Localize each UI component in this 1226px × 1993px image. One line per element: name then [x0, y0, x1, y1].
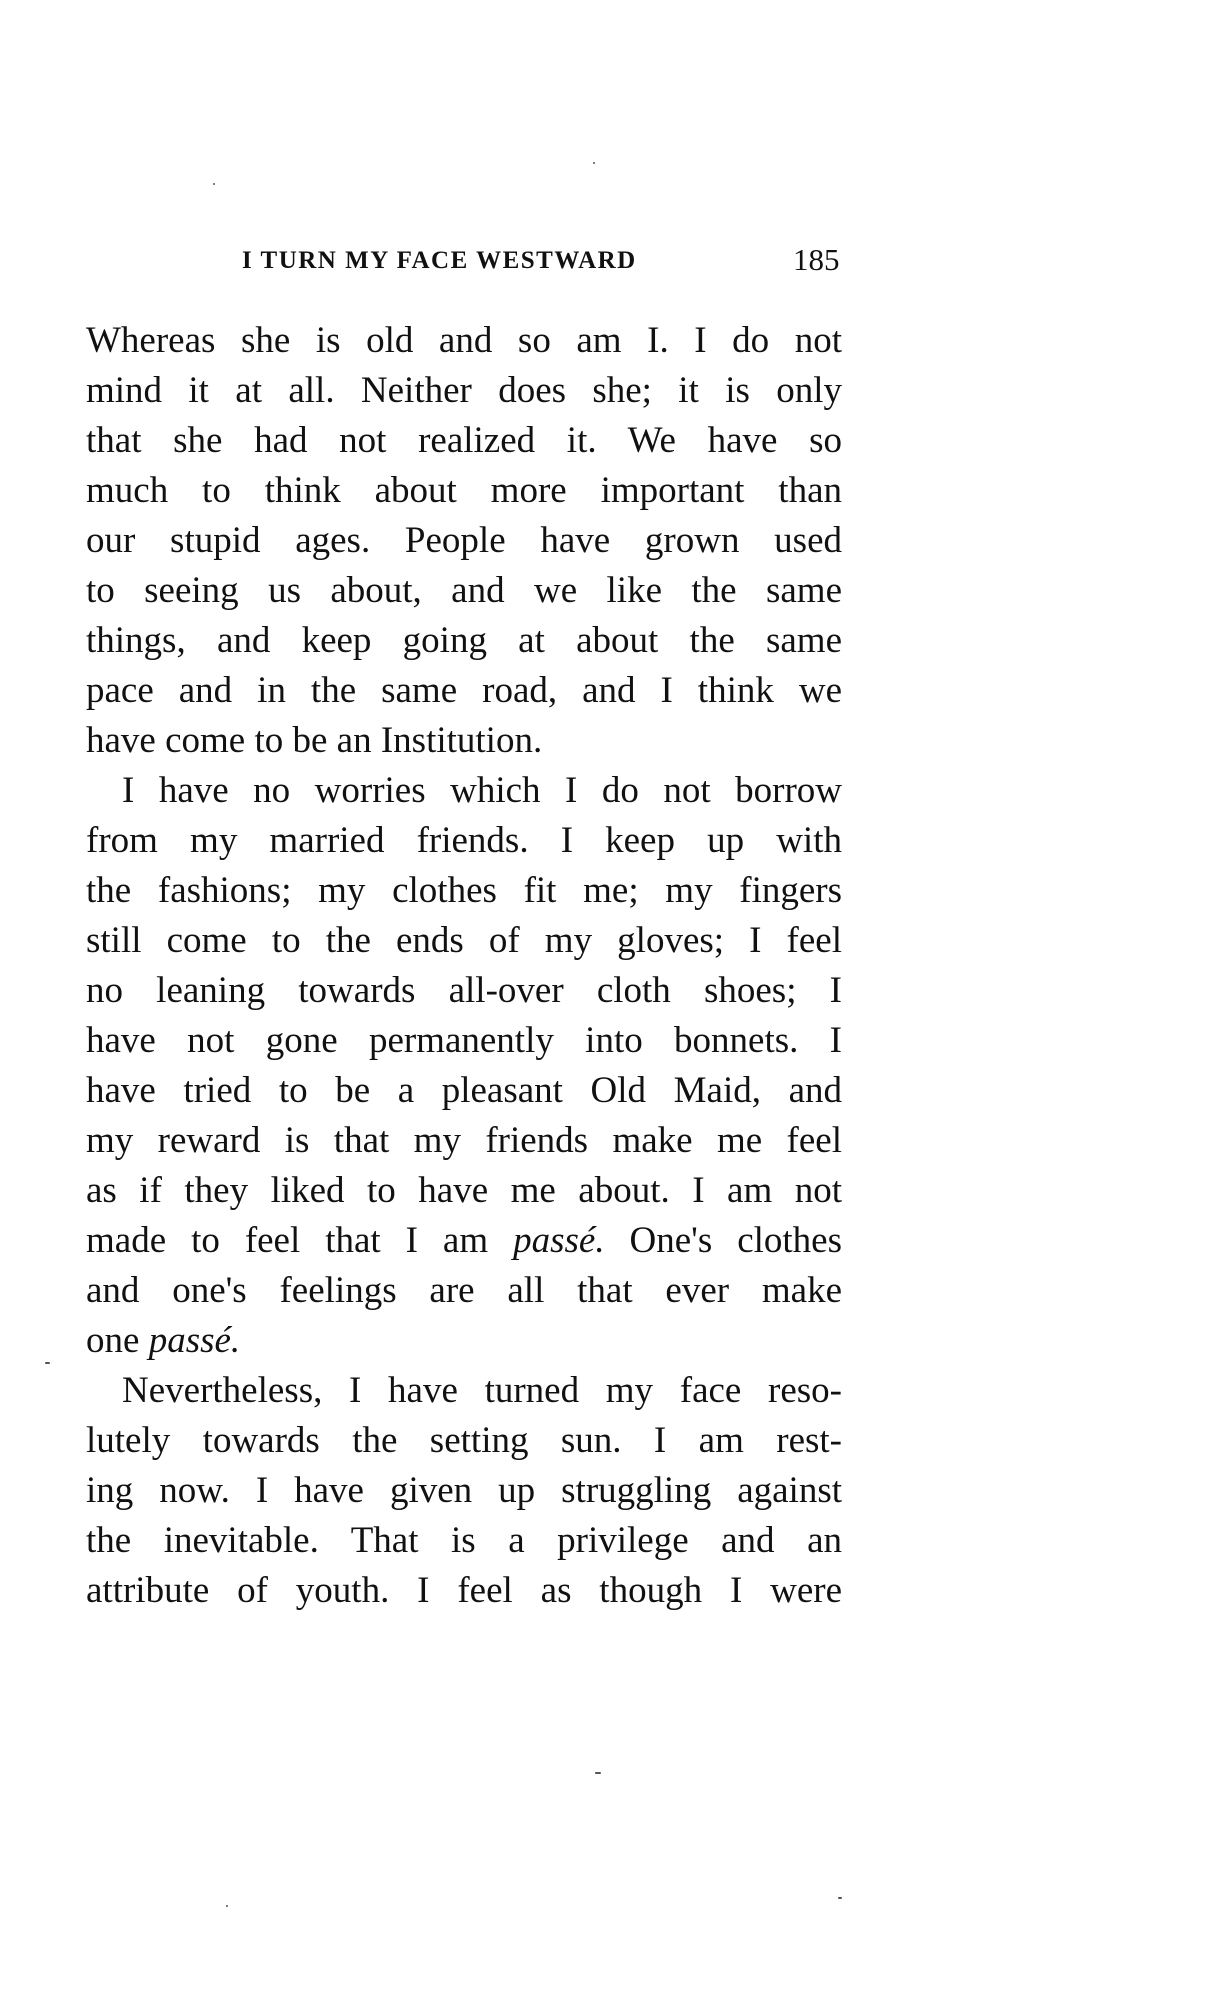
paper-speck: [226, 1905, 228, 1907]
text-line: my reward is that my friends make me feel: [86, 1120, 842, 1161]
page-number: 185: [793, 242, 840, 277]
text-line: ing now. I have given up struggling against: [86, 1470, 842, 1511]
text-line: have tried to be a pleasant Old Maid, and: [86, 1070, 842, 1111]
paper-speck: [45, 1362, 50, 1364]
running-head: I TURN MY FACE WESTWARD: [242, 247, 637, 274]
paper-speck: [593, 162, 595, 164]
paper-speck: [213, 183, 215, 185]
text-line: things, and keep going at about the same: [86, 620, 842, 661]
text-line: attribute of youth. I feel as though I were: [86, 1570, 842, 1611]
text-line: I have no worries which I do not borrow: [122, 770, 842, 811]
paragraph-2: [86, 766, 842, 1366]
text-line: to seeing us about, and we like the same: [86, 570, 842, 611]
text-line: pace and in the same road, and I think we: [86, 670, 842, 711]
italic-word: passé.: [513, 1220, 605, 1261]
text-line: the fashions; my clothes fit me; my fingers: [86, 870, 842, 911]
text-line: our stupid ages. People have grown used: [86, 520, 842, 561]
text-line: and one's feelings are all that ever make: [86, 1270, 842, 1311]
paper-speck: [595, 1772, 601, 1774]
text-line: no leaning towards all-over cloth shoes; I: [86, 970, 842, 1011]
text-line: lutely towards the setting sun. I am rest-: [86, 1420, 842, 1461]
italic-word: passé.: [148, 1320, 241, 1361]
paragraph-1: [86, 316, 842, 766]
paragraph-3: [86, 1366, 842, 1616]
text-run: made to feel that I am: [86, 1220, 514, 1261]
text-line: Whereas she is old and so am I. I do not: [86, 320, 842, 361]
text-line: that she had not realized it. We have so: [86, 420, 842, 461]
text-line: from my married friends. I keep up with: [86, 820, 842, 861]
body-text: [86, 316, 842, 1616]
text-line: mind it at all. Neither does she; it is only: [86, 370, 842, 411]
text-line: as if they liked to have me about. I am not: [86, 1170, 842, 1211]
text-run: One's clothes: [604, 1220, 842, 1261]
text-line: much to think about more important than: [86, 470, 842, 511]
text-line: have not gone permanently into bonnets. I: [86, 1020, 842, 1061]
text-line: [86, 1216, 842, 1266]
text-line: the inevitable. That is a privilege and an: [86, 1520, 842, 1561]
text-line: have come to be an Institution.: [86, 720, 543, 761]
text-run: one: [86, 1320, 149, 1361]
text-line: still come to the ends of my gloves; I feel: [86, 920, 842, 961]
text-line: [86, 1316, 842, 1366]
paper-speck: [838, 1897, 842, 1899]
text-line: Nevertheless, I have turned my face reso-: [122, 1370, 842, 1411]
